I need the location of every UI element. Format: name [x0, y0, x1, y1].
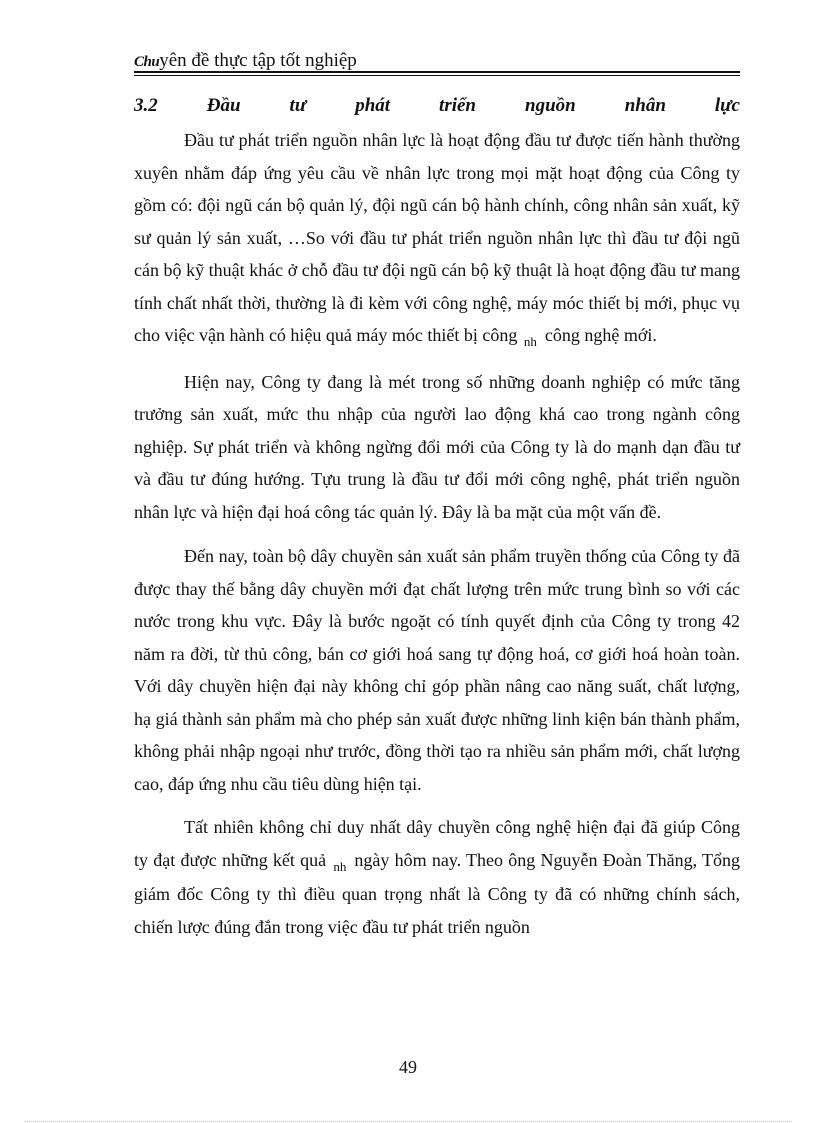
paragraph-4-small-text: nh — [333, 858, 347, 874]
header-rule-thin — [134, 75, 740, 76]
body-text — [134, 124, 740, 955]
page-bottom-border — [24, 1121, 792, 1122]
header-rule-thick — [134, 71, 740, 73]
paragraph-4-text-end: ngày hôm nay. Theo ông Nguyễn Đoàn Thăng, Tổng giám đốc Công ty thì điều quan trọng nhất là Công ty đã có những chính sách, chiến lược đúng đắn trong việc đầu tư phát triển nguồn — [134, 849, 740, 937]
paragraph-1-small-text: nh — [523, 334, 537, 349]
paragraph-2: Hiện nay, Công ty đang là mét trong số những doanh nghiệp có mức tăng trưởng sản xuất, mức thu nhập của người lao động khá cao trong ngành công nghiệp. Sự phát triển và không ngừng đổi mới của Công ty là do mạnh dạn đầu tư và đầu tư đúng hướng. Tựu trung là đầu tư đổi mới công nghệ, phát triển nguồn nhân lực và hiện đại hoá công tác quản lý. Đây là ba mặt của một vấn đề. — [134, 371, 740, 522]
paragraph-4-text: Tất nhiên không chỉ duy nhất dây chuyền công nghệ hiện đại đã giúp Công ty đạt được những kết quả — [134, 817, 740, 870]
page-header — [134, 50, 740, 73]
paragraph-3: Đến nay, toàn bộ dây chuyền sản xuất sản phẩm truyền thống của Công ty đã được thay thế bằng dây chuyền mới đạt chất lượng trên mức trung bình so với các nước trong khu vực. Đây là bước ngoặt có tính quyết định của Công ty trong 42 năm ra đời, từ thủ công, bán cơ giới hoá sang tự động hoá, cơ giới hoá hoàn toàn. Với dây chuyền hiện đại này không chỉ góp phần nâng cao năng suất, chất lượng, hạ giá thành sản phẩm mà cho phép sản xuất được những linh kiện bán thành phẩm, không phải nhập ngoại như trước, đồng thời tạo ra nhiều sản phẩm mới, chất lượng cao, đáp ứng nhu cầu tiêu dùng hiện tại. — [134, 546, 740, 794]
section-title: 3.2 Đầu tư phát triển nguồn nhân lực — [134, 95, 740, 116]
header-title: yên đề thực tập tốt nghiệp — [159, 50, 357, 71]
paragraph-1-text-end: công nghệ mới. — [544, 325, 657, 345]
header-brand: Chu — [134, 54, 160, 70]
paragraph-4 — [134, 811, 740, 943]
paragraph-1 — [134, 124, 740, 354]
paragraph-1-text: Đầu tư phát triển nguồn nhân lực là hoạt động đầu tư được tiến hành thường xuyên nhằm đáp ứng yêu cầu về nhân lực trong mọi mặt hoạt động của Công ty gồm có: đội ngũ cán bộ quản lý, đội ngũ cán bộ hành chính, công nhân sản xuất, kỹ sư quản lý sản xuất, …So với đầu tư phát triển nguồn nhân lực thì đầu tư đội ngũ cán bộ kỹ thuật khác ở chỗ đầu tư đội ngũ cán bộ kỹ thuật là hoạt động đầu tư mang tính chất nhất thời, thường là đi kèm với công nghệ, máy móc thiết bị mới, phục vụ cho việc vận hành có hiệu quả máy móc thiết bị công — [134, 130, 740, 345]
page-number: 49 — [399, 1057, 417, 1077]
